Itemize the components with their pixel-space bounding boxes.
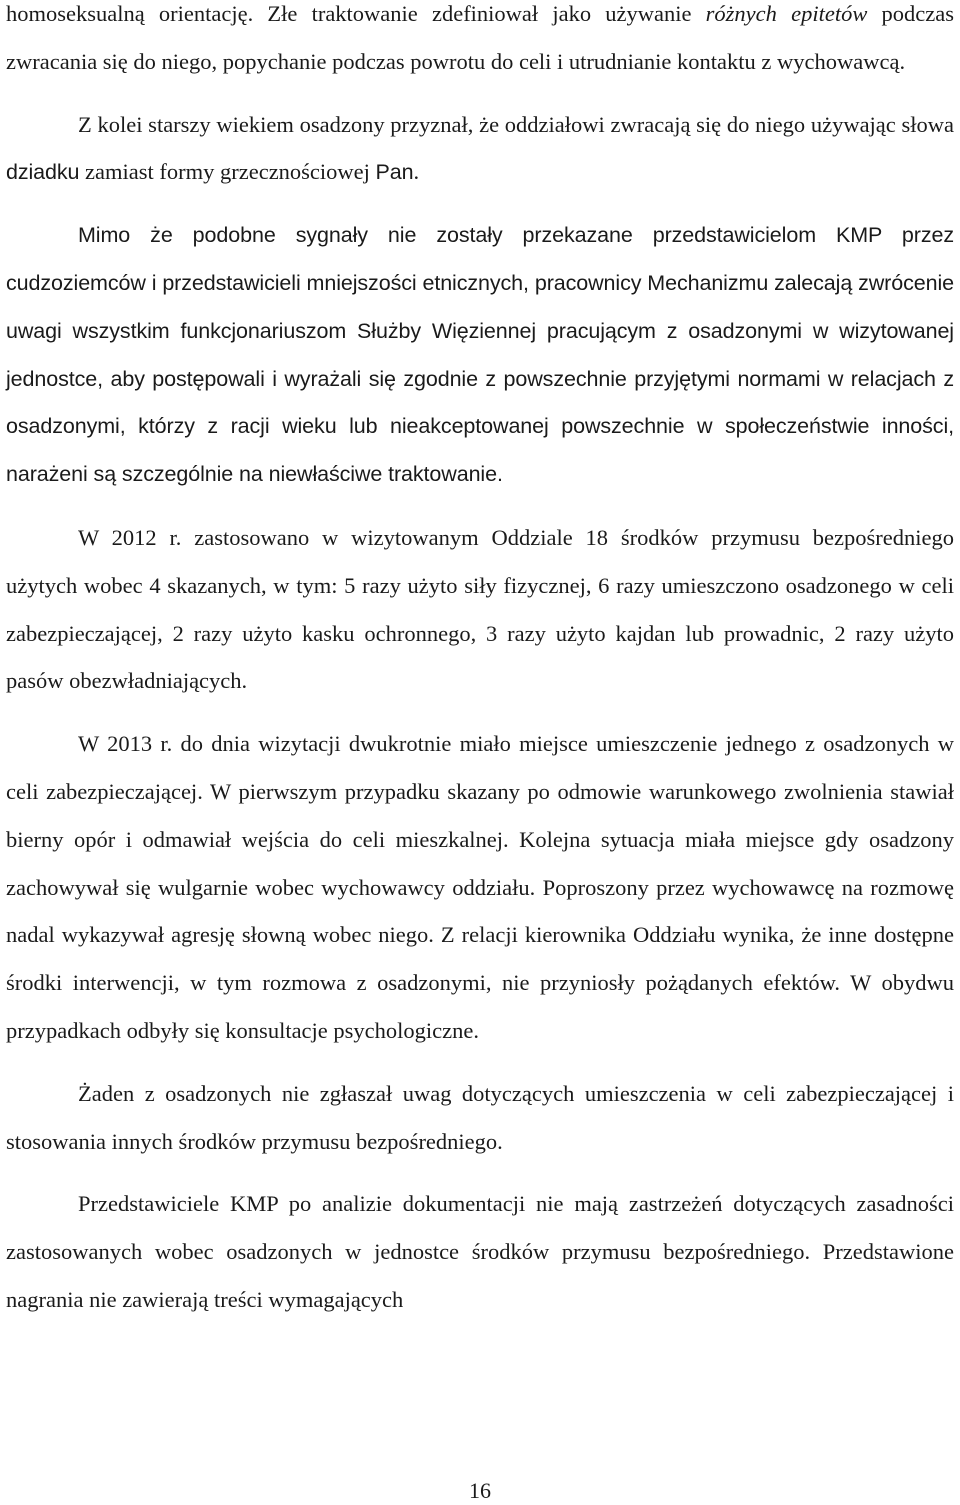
paragraph-7: Przedstawiciele KMP po analizie dokumentacji nie mają zastrzeżeń dotyczących zasadności zastosowanych wobec osadzonych w jednostce środków przymusu bezpośredniego. Przedstawione nagrania nie zawierają treści wymagających [6, 1191, 954, 1312]
page-number: 16 [469, 1478, 491, 1503]
paragraph-5: W 2013 r. do dnia wizytacji dwukrotnie miało miejsce umieszczenie jednego z osadzonych w celi zabezpieczającej. W pierwszym przypadku skazany po odmowie warunkowego zwolnienia stawiał bierny opór i odmawiał wejścia do celi mieszkalnej. Kolejna sytuacja miała miejsce gdy osadzony zachowywał się wulgarnie wobec wychowawcy oddziału. Poproszony przez wychowawcę na rozmowę nadal wykazywał agresję słowną wobec niego. Z relacji kierownika Oddziału wynika, że inne dostępne środki interwencji, w tym rozmowa z osadzonymi, nie przyniosły pożądanych efektów. W obydwu przypadkach odbyły się konsultacje psychologiczne. [6, 731, 954, 1043]
paragraph-2 [6, 101, 954, 198]
paragraph-2-quoted-word-2: Pan [375, 160, 414, 185]
paragraph-1-text-a: homoseksualną orientację. Złe traktowanie zdefiniował jako używanie [6, 1, 706, 26]
paragraph-1-italic: różnych epitetów [705, 1, 868, 26]
document-page [6, 0, 954, 1324]
paragraph-1-text-b: podczas zwracania się do niego, popychanie podczas powrotu do celi i utrudnianie kontaktu z wychowawcą. [6, 1, 954, 74]
paragraph-2-text-a: Z kolei starszy wiekiem osadzony przyznał, że oddziałowi zwracają się do niego używając słowa [78, 111, 954, 137]
paragraph-2-quoted-word-1: dziadku [6, 160, 80, 185]
paragraph-2-text-b: zamiast formy grzecznościowej [79, 159, 376, 185]
paragraph-4: W 2012 r. zastosowano w wizytowanym Oddziale 18 środków przymusu bezpośredniego użytych wobec 4 skazanych, w tym: 5 razy użyto siły fizycznej, 6 razy umieszczono osadzonego w celi zabezpieczającej, 2 razy użyto kasku ochronnego, 3 razy użyto kajdan lub prowadnic, 2 razy użyto pasów obezwładniających. [6, 524, 954, 694]
paragraph-6: Żaden z osadzonych nie zgłaszał uwag dotyczących umieszczenia w celi zabezpieczającej i stosowania innych środków przymusu bezpośredniego. [6, 1080, 954, 1154]
paragraph-1 [6, 0, 954, 86]
paragraph-2-text-c: . [413, 159, 420, 185]
paragraph-3: Mimo że podobne sygnały nie zostały przekazane przedstawicielom KMP przez cudzoziemców i przedstawicieli mniejszości etnicznych, pracownicy Mechanizmu zalecają zwrócenie uwagi wszystkim funkcjonariuszom Służby Więziennej pracującym z osadzonymi w wizytowanej jednostce, aby postępowali i wyrażali się zgodnie z powszechnie przyjętymi normami w relacjach z osadzonymi, którzy z racji wieku lub nieakceptowanej powszechnie w społeczeństwie inności, narażeni są szczególnie na niewłaściwe traktowanie. [6, 223, 954, 487]
